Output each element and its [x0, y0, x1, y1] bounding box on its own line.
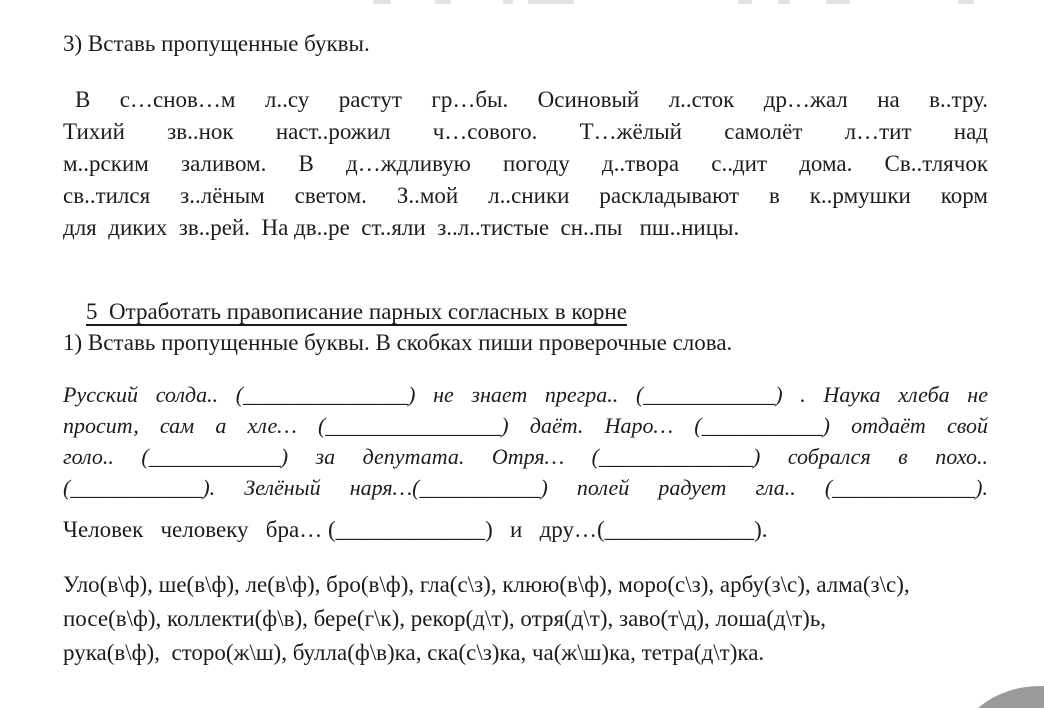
word-pairs-line: рука(в\ф), сторо(ж\ш), булла(ф\в)ка, ска(с\з)ка, ча(ж\ш)ка, тетра(д\т)ка.: [63, 640, 765, 665]
italic-line: просит, сам а хле… (________________) даёт. Наро… (___________) отдаёт свой: [63, 413, 988, 438]
exercise3-line: Тихий зв..нок наст..рожил ч…сового. Т…жёлый самолёт л…тит над: [63, 119, 988, 144]
exercise3-line: св..тился з..лёным светом. З..мой л..сники раскладывают в к..рмушки корм: [63, 183, 988, 208]
exercise3-paragraph: [63, 84, 988, 244]
italic-line: (____________). Зелёный наря…(___________) полей радует гла.. (_____________).: [63, 475, 988, 500]
exercise3-title: 3) Вставь пропущенные буквы.: [63, 31, 370, 56]
section5-heading: 5 Отработать правописание парных согласных в корне: [86, 299, 627, 324]
word-pairs-paragraph: [63, 568, 988, 670]
exercise3-line: м..рским заливом. В д…ждливую погоду д..твора с..дит дома. Св..тлячок: [63, 151, 988, 176]
word-pairs-line: Уло(в\ф), ше(в\ф), ле(в\ф), бро(в\ф), гла(с\з), клюю(в\ф), моро(с\з), арбу(з\с), алма(з\с),: [63, 572, 910, 597]
task1-italic-paragraph: [63, 379, 988, 503]
word-pairs-line: посе(в\ф), коллекти(ф\в), бере(г\к), рекор(д\т), отря(д\т), заво(т\д), лоша(д\т)ь,: [63, 606, 827, 631]
exercise3-line: В с…снов…м л..су растут гр…бы. Осиновый л..сток др…жал на в..тру.: [75, 87, 988, 112]
italic-line: Русский солда.. (_______________) не знает прегра.. (____________) . Наука хлеба не: [63, 382, 988, 407]
proverb-sentence: Человек человеку бра… (_____________) и дру…(_____________).: [63, 517, 768, 542]
scroll-fab-button[interactable]: [955, 686, 1044, 708]
task1-title: 1) Вставь пропущенные буквы. В скобках пиши проверочные слова.: [63, 330, 733, 355]
exercise3-line: для диких зв..рей. На дв..ре ст..яли з..л..тистые сн..пы пш..ницы.: [63, 215, 740, 240]
italic-line: голо.. (____________) за депутата. Отря… (______________) собрался в похо..: [63, 444, 988, 469]
